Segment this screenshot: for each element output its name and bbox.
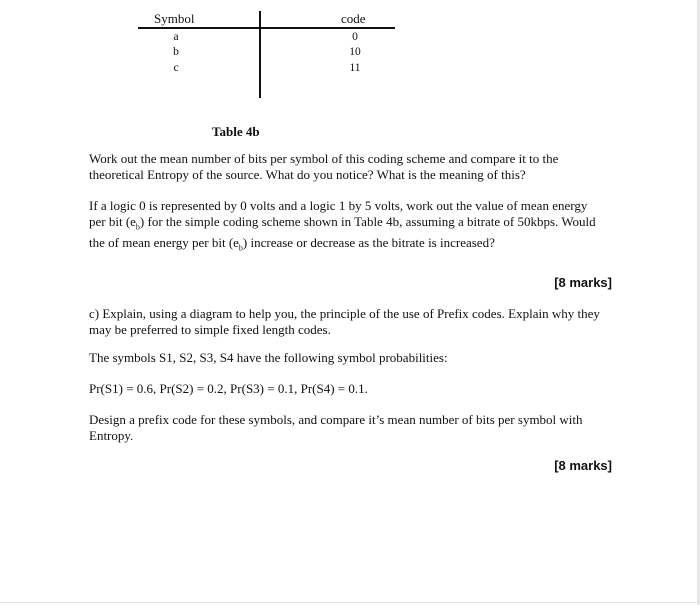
table-cell-symbol: b <box>173 46 179 58</box>
paragraph-text: ) increase or decrease as the bitrate is increased? <box>242 234 495 250</box>
page-bottom-rule <box>0 602 700 603</box>
table-cell-code: 0 <box>352 31 358 43</box>
question-paragraph-energy <box>89 198 604 256</box>
table-column-divider <box>259 11 261 98</box>
paragraph-text: If a logic 0 is represented by 0 volts and a logic 1 by 5 volts, work out the value of mean energy per bit (e <box>89 198 588 229</box>
marks-label: [8 marks] <box>554 275 612 290</box>
table-header-rule <box>138 27 395 29</box>
question-paragraph-prefix: c) Explain, using a diagram to help you, the principle of the use of Prefix codes. Explain why they may be preferred to simple fixed length codes. <box>89 306 600 337</box>
subscript-b: b <box>238 243 243 253</box>
subscript-b: b <box>135 222 140 232</box>
table-cell-symbol: c <box>173 62 179 74</box>
question-paragraph-design: Design a prefix code for these symbols, and compare it’s mean number of bits per symbol with Entropy. <box>89 412 583 443</box>
table-cell-code: 11 <box>349 62 361 74</box>
question-paragraph-entropy: Work out the mean number of bits per symbol of this coding scheme and compare it to the theoretical Entropy of the source. What do you notice? What is the meaning of this? <box>89 151 559 182</box>
header-code: code <box>341 11 366 26</box>
question-paragraph-symbols: The symbols S1, S2, S3, S4 have the following symbol probabilities: <box>89 350 448 365</box>
table-cell-symbol: a <box>173 31 179 43</box>
table-cell-code: 10 <box>349 46 361 58</box>
table-caption: Table 4b <box>212 124 260 139</box>
marks-label: [8 marks] <box>554 458 612 473</box>
question-paragraph-probabilities: Pr(S1) = 0.6, Pr(S2) = 0.2, Pr(S3) = 0.1, Pr(S4) = 0.1. <box>89 381 368 396</box>
paragraph-text: ) for the simple coding scheme shown in Table 4b, assuming a bitrate of 50kbps. Would the of mean energy per bit (e <box>89 213 596 250</box>
header-symbol: Symbol <box>154 11 195 26</box>
